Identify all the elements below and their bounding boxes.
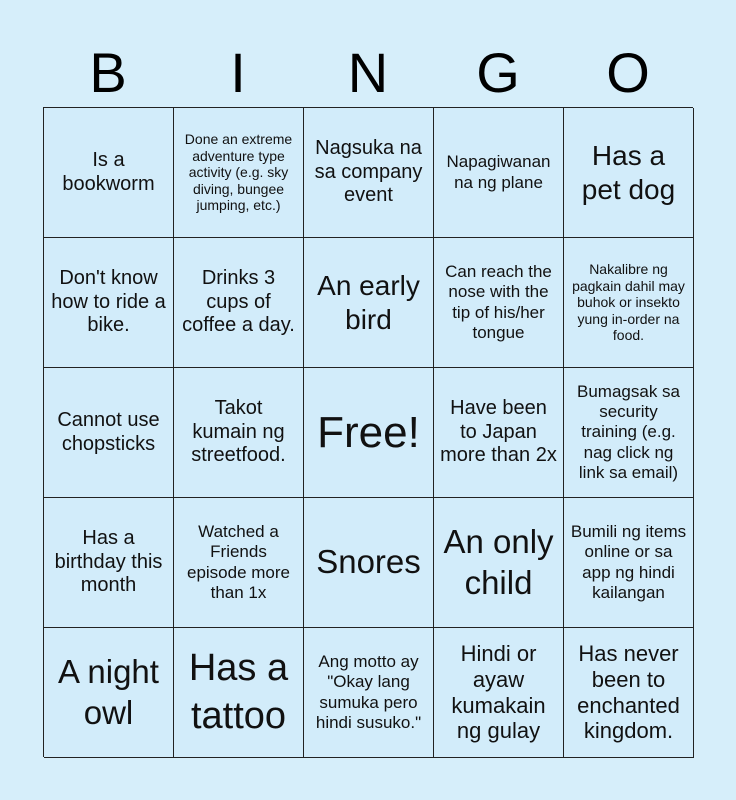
- header-letter-n: N: [347, 41, 389, 104]
- bingo-cell[interactable]: Has never been to enchanted kingdom.: [564, 628, 694, 758]
- bingo-grid: [43, 107, 693, 757]
- free-space-cell[interactable]: Free!: [304, 368, 434, 498]
- bingo-cell[interactable]: Ang motto ay "Okay lang sumuka pero hindi susuko.": [304, 628, 434, 758]
- bingo-header: [43, 40, 693, 106]
- bingo-cell[interactable]: A night owl: [44, 628, 174, 758]
- bingo-cell[interactable]: Cannot use chopsticks: [44, 368, 174, 498]
- bingo-cell[interactable]: Nagsuka na sa company event: [304, 108, 434, 238]
- bingo-cell[interactable]: Bumili ng items online or sa app ng hindi kailangan: [564, 498, 694, 628]
- bingo-cell[interactable]: Is a bookworm: [44, 108, 174, 238]
- bingo-cell[interactable]: Can reach the nose with the tip of his/her tongue: [434, 238, 564, 368]
- bingo-cell[interactable]: Has a birthday this month: [44, 498, 174, 628]
- bingo-cell[interactable]: An early bird: [304, 238, 434, 368]
- bingo-cell[interactable]: An only child: [434, 498, 564, 628]
- bingo-cell[interactable]: Nakalibre ng pagkain dahil may buhok or insekto yung in-order na food.: [564, 238, 694, 368]
- bingo-cell[interactable]: Has a pet dog: [564, 108, 694, 238]
- bingo-cell[interactable]: Has a tattoo: [174, 628, 304, 758]
- bingo-cell[interactable]: Have been to Japan more than 2x: [434, 368, 564, 498]
- bingo-cell[interactable]: Done an extreme adventure type activity (e.g. sky diving, bungee jumping, etc.): [174, 108, 304, 238]
- header-letter-i: I: [230, 41, 246, 104]
- header-letter-g: G: [476, 41, 520, 104]
- bingo-cell[interactable]: Takot kumain ng streetfood.: [174, 368, 304, 498]
- bingo-cell[interactable]: Watched a Friends episode more than 1x: [174, 498, 304, 628]
- bingo-cell[interactable]: Don't know how to ride a bike.: [44, 238, 174, 368]
- header-letter-o: O: [606, 41, 650, 104]
- bingo-cell[interactable]: Bumagsak sa security training (e.g. nag click ng link sa email): [564, 368, 694, 498]
- bingo-cell[interactable]: Napagiwanan na ng plane: [434, 108, 564, 238]
- bingo-cell[interactable]: Hindi or ayaw kumakain ng gulay: [434, 628, 564, 758]
- bingo-cell[interactable]: Drinks 3 cups of coffee a day.: [174, 238, 304, 368]
- header-letter-b: B: [89, 41, 127, 104]
- bingo-cell[interactable]: Snores: [304, 498, 434, 628]
